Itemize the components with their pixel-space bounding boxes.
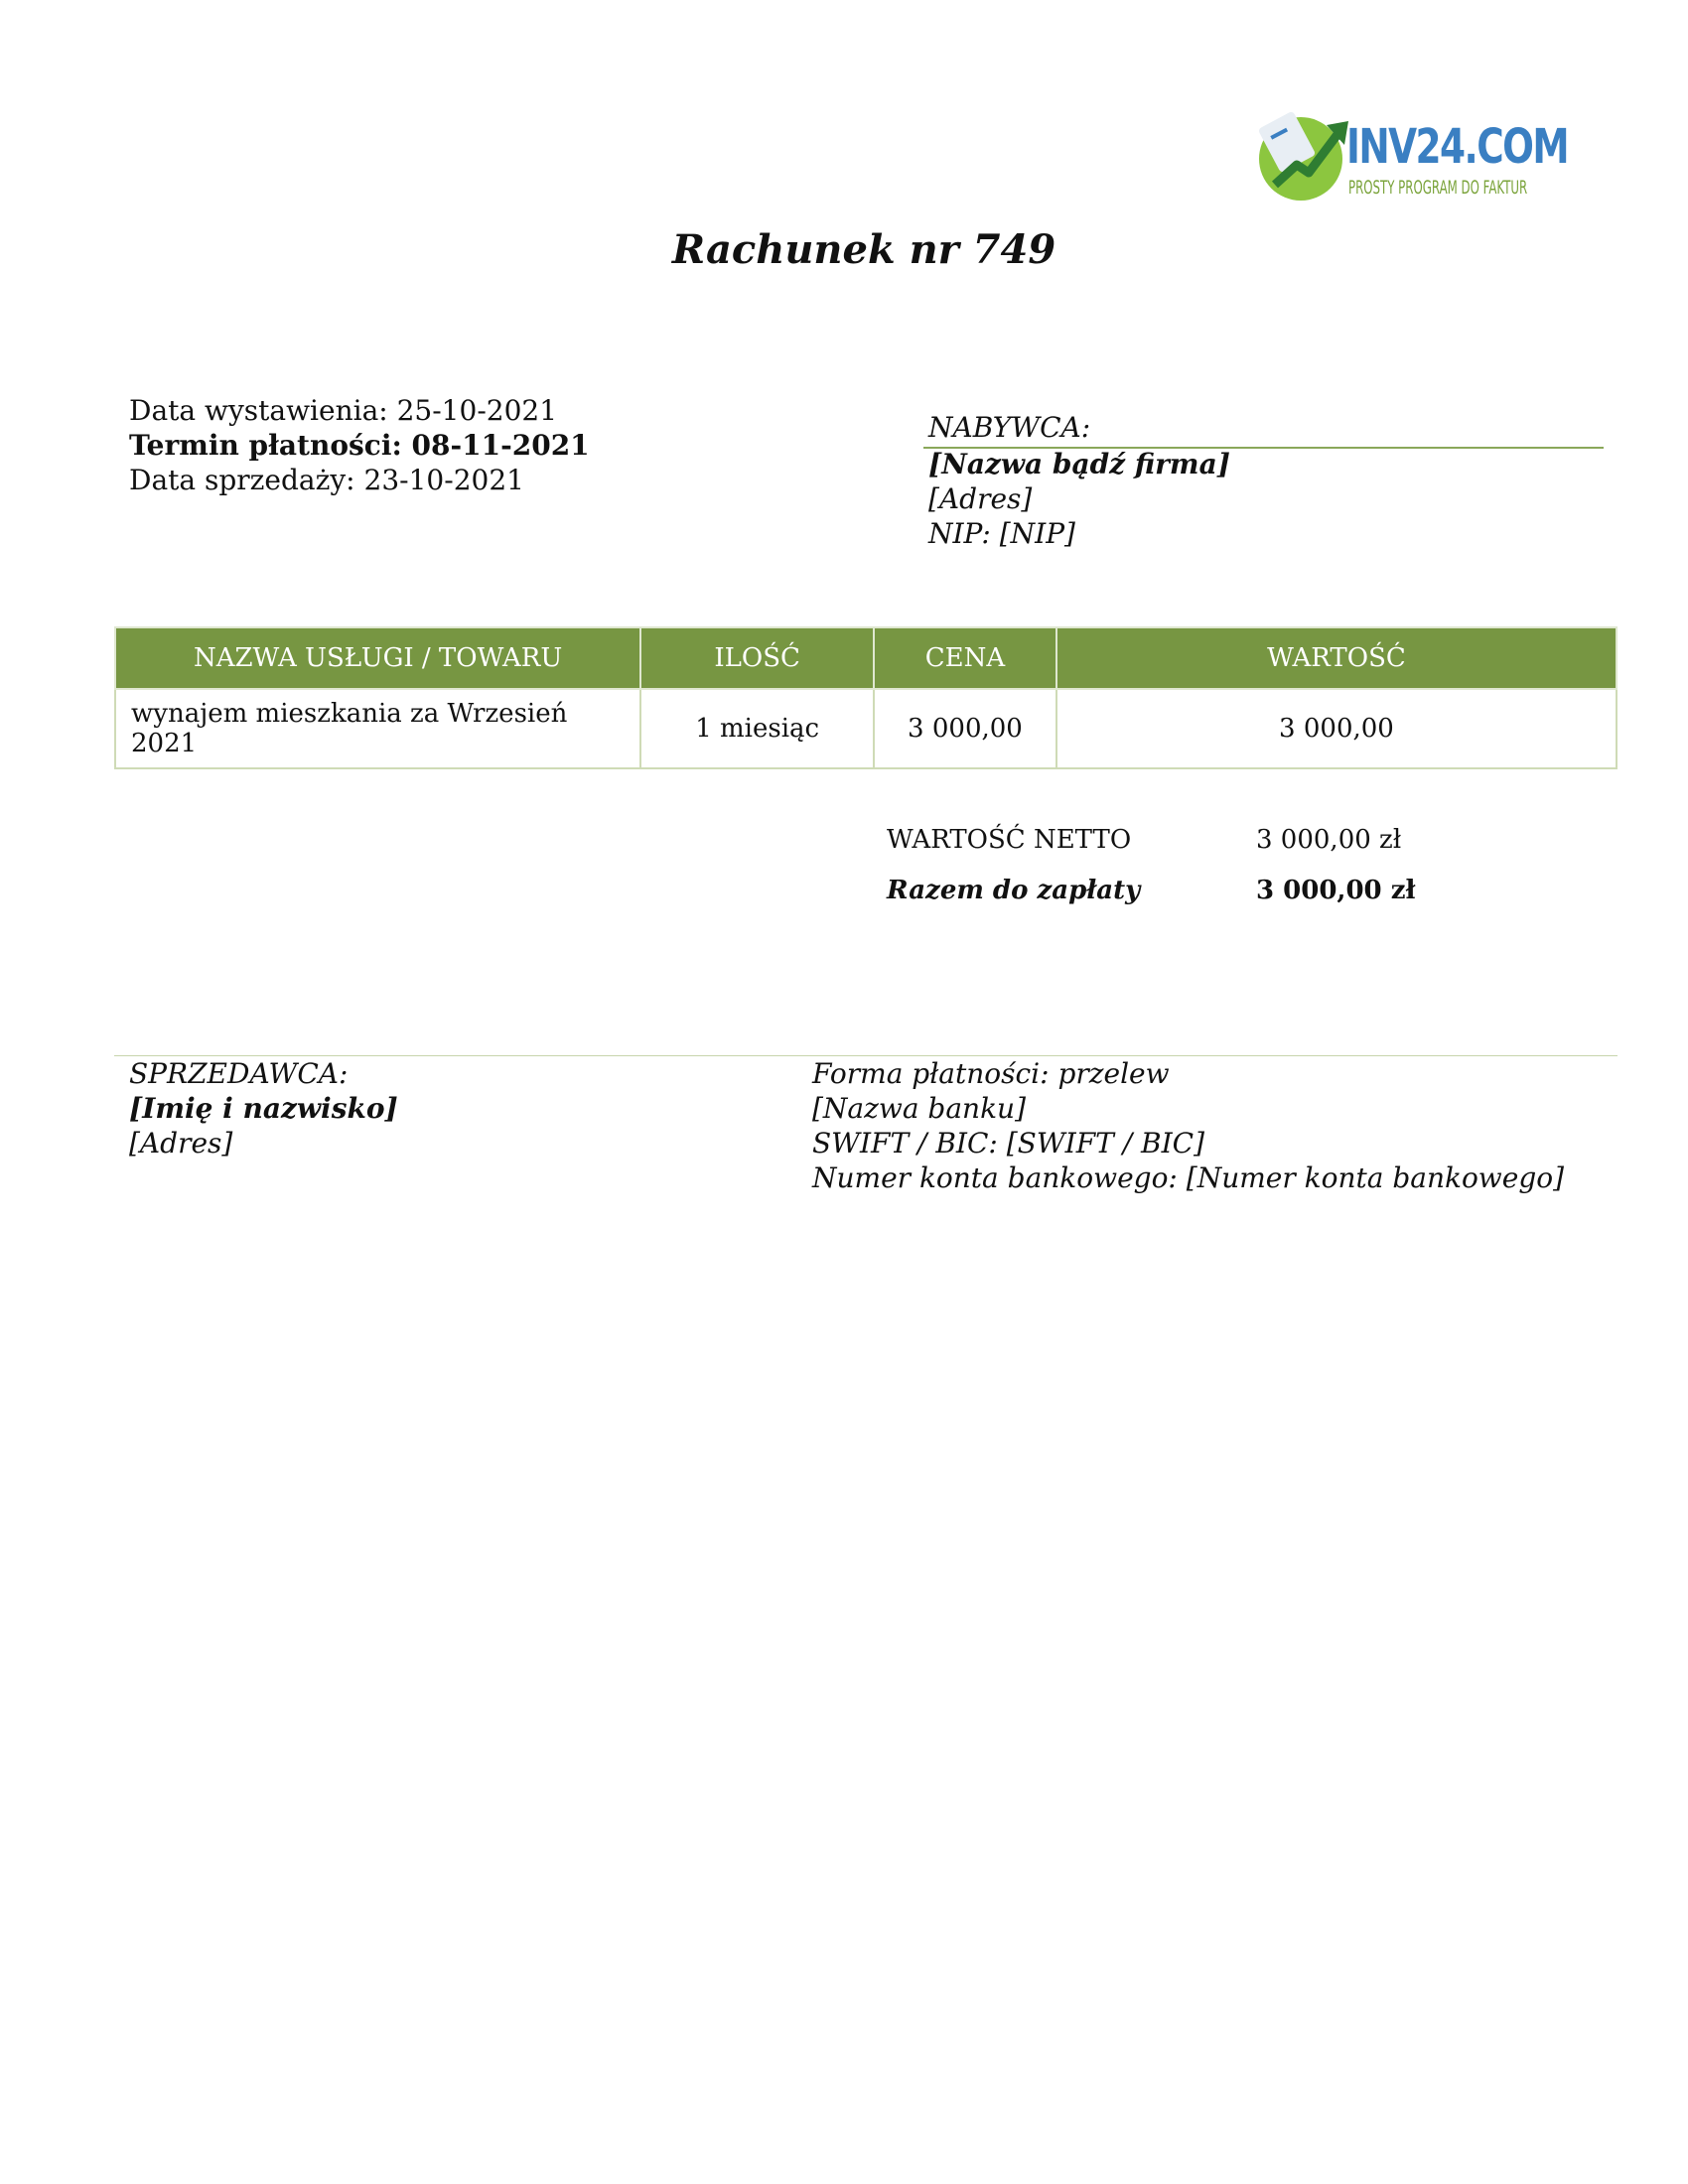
sale-date: Data sprzedaży: 23-10-2021 [129,464,524,496]
column-header-price: CENA [874,627,1056,689]
seller-name: [Imię i nazwisko] [129,1092,398,1125]
total-due-label: Razem do zapłaty [887,876,1141,905]
column-header-name: NAZWA USŁUGI / TOWARU [115,627,640,689]
payment-method: Forma płatności: przelew [812,1057,1170,1090]
seller-label: SPRZEDAWCA: [129,1057,349,1090]
logo-emblem-icon [1253,107,1352,206]
buyer-label: NABYWCA: [928,411,1091,444]
company-logo [1253,107,1569,206]
item-name: wynajem mieszkania za Wrzesień 2021 [115,689,640,768]
buyer-nip: NIP: [NIP] [928,517,1075,550]
item-value: 3 000,00 [1056,689,1617,768]
swift-bic: SWIFT / BIC: [SWIFT / BIC] [812,1127,1205,1160]
net-value-label: WARTOŚĆ NETTO [887,825,1132,855]
buyer-address: [Adres] [928,482,1033,515]
table-row [115,689,1617,768]
items-table [114,626,1618,769]
total-due-amount: 3 000,00 zł [1256,876,1416,905]
column-header-quantity: ILOŚĆ [640,627,874,689]
issue-date: Data wystawienia: 25-10-2021 [129,394,558,427]
table-header-row [115,627,1617,689]
document-title: Rachunek nr 749 [671,226,1056,273]
bank-name: [Nazwa banku] [812,1092,1027,1125]
buyer-name: [Nazwa bądź firma] [928,448,1230,480]
due-date: Termin płatności: 08-11-2021 [129,429,590,462]
logo-brand-text: INV24.COM [1346,119,1569,175]
seller-address: [Adres] [129,1127,233,1160]
item-price: 3 000,00 [874,689,1056,768]
logo-tagline: PROSTY PROGRAM DO FAKTUR [1348,177,1528,199]
item-quantity: 1 miesiąc [640,689,874,768]
bank-account-number: Numer konta bankowego: [Numer konta bankowego] [812,1161,1565,1194]
column-header-value: WARTOŚĆ [1056,627,1617,689]
net-value-amount: 3 000,00 zł [1256,825,1402,855]
